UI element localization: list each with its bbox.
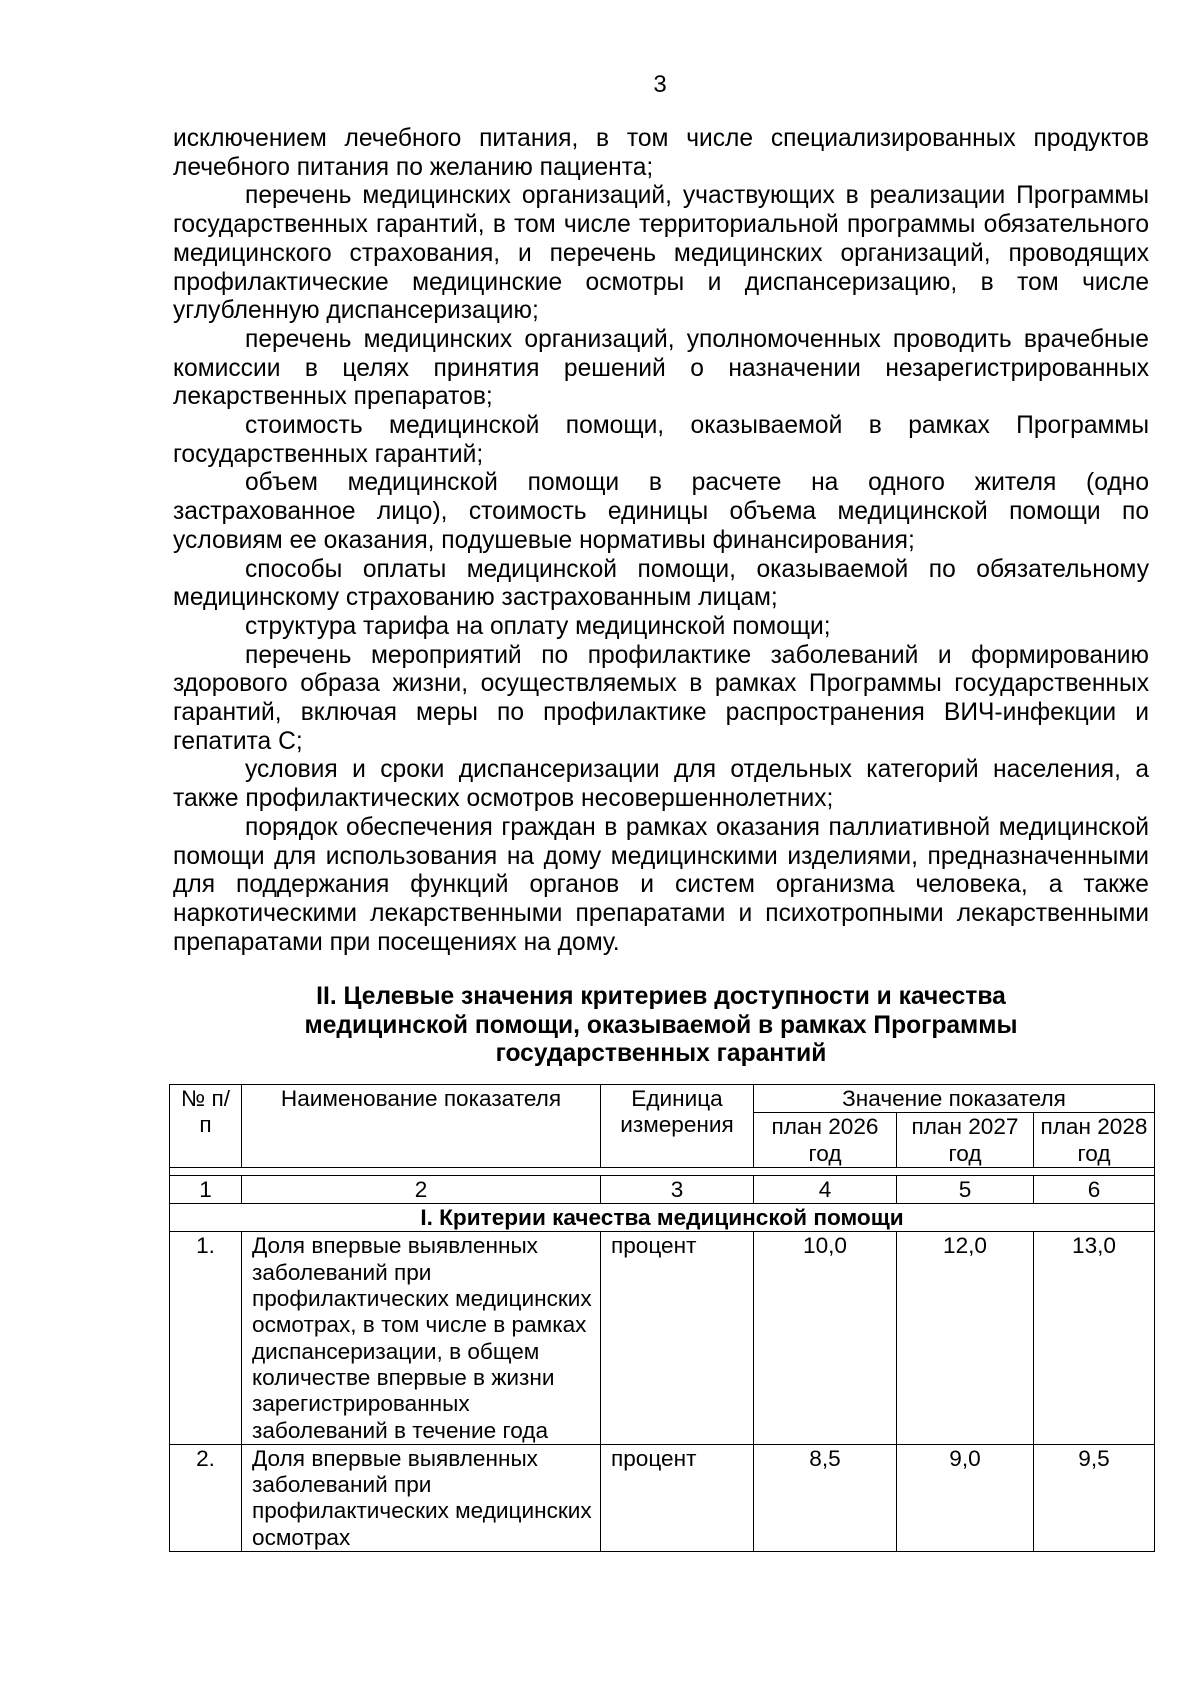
section-title-line: II. Целевые значения критериев доступности и качества (316, 983, 1006, 1010)
value-2027: 12,0 (897, 1232, 1034, 1444)
column-number: 5 (897, 1175, 1034, 1203)
header-number: № п/п (170, 1085, 242, 1168)
table-row (170, 1444, 1155, 1551)
header-plan-2028: план 2028 год (1034, 1113, 1155, 1168)
paragraph: объем медицинской помощи в расчете на одного жителя (одно застрахованное лицо), стоимость единицы объема медицинской помощи по условиям ее оказания, подушевые нормативы финансирования; (173, 469, 1149, 554)
section-title-line: медицинской помощи, оказываемой в рамках Программы (304, 1011, 1018, 1039)
value-2028: 9,5 (1034, 1444, 1155, 1551)
header-row (170, 1085, 1155, 1113)
value-2028: 13,0 (1034, 1232, 1155, 1444)
unit-cell: процент (601, 1232, 754, 1444)
body-text (173, 125, 1149, 957)
header-name: Наименование показателя (242, 1085, 601, 1168)
indicator-name: Доля впервые выявленных заболеваний при профилактических медицинских осмотрах (242, 1444, 601, 1551)
page-number: 3 (653, 71, 667, 98)
section-title (173, 983, 1149, 1069)
column-number: 2 (242, 1175, 601, 1203)
paragraph: структура тарифа на оплату медицинской помощи; (245, 612, 831, 640)
paragraph: стоимость медицинской помощи, оказываемой в рамках Программы государственных гарантий; (173, 412, 1149, 468)
paragraph: способы оплаты медицинской помощи, оказываемой по обязательному медицинскому страхованию застрахованным лицам; (173, 555, 1149, 612)
header-plan-2027: план 2027 год (897, 1113, 1034, 1168)
column-number: 3 (601, 1175, 754, 1203)
row-number: 2. (170, 1444, 242, 1551)
value-2026: 8,5 (754, 1444, 897, 1551)
column-number: 1 (170, 1175, 242, 1203)
paragraph: условия и сроки диспансеризации для отдельных категорий населения, а также профилактических осмотров несовершеннолетних; (173, 756, 1149, 813)
header-value-group: Значение показателя (754, 1085, 1155, 1113)
indicator-name: Доля впервые выявленных заболеваний при профилактических медицинских осмотрах, в том числе в рамках диспансеризации, в общем количестве впервые в жизни зарегистрированных заболеваний в течение года (242, 1232, 601, 1444)
paragraph: перечень мероприятий по профилактике заболеваний и формированию здорового образа жизни, осуществляемых в рамках Программы государственных гарантий, включая меры по профилактике распространения ВИЧ-инфекции и гепатита С; (173, 641, 1149, 755)
section-title-line: государственных гарантий (495, 1040, 827, 1067)
paragraph: перечень медицинских организаций, участвующих в реализации Программы государственных гарантий, в том числе территориальной программы обязательного медицинского страхования, и перечень медицинских организаций, проводящих профилактические медицинские осмотры и диспансеризацию, в том числе углубленную диспансеризацию; (173, 182, 1149, 325)
section-row (170, 1204, 1155, 1232)
paragraph: исключением лечебного питания, в том числе специализированных продуктов лечебного питания по желанию пациента; (173, 125, 1149, 181)
table-row (170, 1232, 1155, 1444)
column-number: 6 (1034, 1175, 1155, 1203)
row-number: 1. (170, 1232, 242, 1444)
column-number: 4 (754, 1175, 897, 1203)
paragraph: перечень медицинских организаций, уполномоченных проводить врачебные комиссии в целях принятия решений о назначении незарегистрированных лекарственных препаратов; (173, 325, 1149, 411)
header-plan-2026: план 2026 год (754, 1113, 897, 1168)
value-2026: 10,0 (754, 1232, 897, 1444)
section-label: I. Критерии качества медицинской помощи (170, 1204, 1155, 1232)
table-gap (170, 1167, 1155, 1175)
value-2027: 9,0 (897, 1444, 1034, 1551)
paragraph: порядок обеспечения граждан в рамках оказания паллиативной медицинской помощи для использования на дому медицинскими изделиями, предназначенными для поддержания функций органов и систем организма человека, а также наркотическими лекарственными препаратами и психотропными лекарственными препаратами при посещениях на дому. (173, 813, 1149, 956)
column-numbers-row (170, 1175, 1155, 1203)
criteria-table (169, 1084, 1155, 1552)
unit-cell: процент (601, 1444, 754, 1551)
header-unit: Единица измерения (601, 1085, 754, 1168)
